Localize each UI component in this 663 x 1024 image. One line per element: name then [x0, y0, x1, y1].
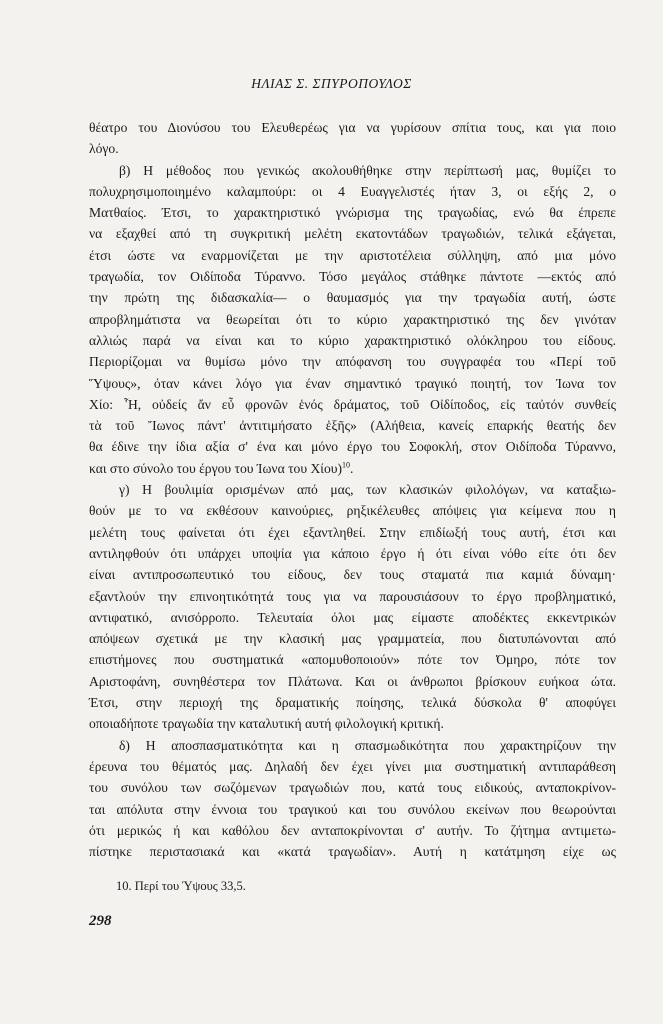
text-line: αντιφατικό, ανισόρροπο. Τελευταία όλοι μας είμαστε αποδέκτες εκκεντρικών	[89, 609, 616, 625]
text-line: θέατρο του Διονύσου του Ελευθερέως για να γυρίσουν σπίτια τους, και για ποιο	[89, 120, 616, 135]
text-line: θούν με το να εκθέσουν καινούριες, ρηξικέλευθες απόψεις για κείμενα που η	[89, 503, 616, 519]
text-line: πίστηκε περιστασιακά και «κατά τραγωδίαν». Αυτή η κατάτμηση είχε ως	[89, 844, 616, 860]
footnote: 10. Περί του Ύψους 33,5.	[116, 879, 246, 893]
text-line: β) Η μέθοδος που γενικώς ακολουθήθηκε στην περίπτωσή μας, θυμίζει το	[119, 162, 616, 178]
text-line: τραγωδία, τον Οιδίποδα Τύραννο. Τόσο μεγάλος στάθηκε πάντοτε —εκτός από	[89, 269, 616, 285]
text-line: Έτσι, στην περιοχή της δραματικής ποίησης, τελικά δύσκολα θ' αποφύγει	[89, 695, 616, 711]
text-line: Αριστοφάνη, συνηθέστερα τον Πλάτωνα. Και οι άνθρωποι βρίσκουν ευήκοα ώτα.	[89, 673, 616, 689]
text-line: έρευνα του θέματός μας. Δηλαδή δεν έχει γίνει μια συστηματική αντιπαράθεση	[89, 758, 616, 774]
text-line: αντιληφθούν ότι υπάρχει υποψία για κάποιο έργο ή ότι είναι νόθο είτε ότι δεν	[89, 545, 616, 561]
text-line: του συνόλου των σωζόμενων τραγωδιών που, κατά τους ειδικούς, ανταποκρίνον-	[89, 780, 616, 796]
text-line: Ματθαίος. Έτσι, το χαρακτηριστικό γνώρισμα της τραγωδίας, ενώ θα έπρεπε	[89, 205, 616, 221]
text-line: αλλιώς παρά να είναι και το κύριο χαρακτηριστικό ολόκληρου του είδους.	[89, 332, 616, 348]
text-line: επιστήμονες που συστηματικά «απομυθοποιούν» πότε τον Όμηρο, πότε τον	[89, 652, 616, 668]
text-line: εξαντλούν την επινοητικότητά τους για να παρουσιάσουν το έργο προβληματικό,	[89, 588, 616, 604]
text-line: είναι αντιπροσωπευτικό του είδους, δεν τους σταματά πια καμιά δύναμη·	[89, 567, 616, 583]
text-line: μελέτη τους φαίνεται ότι έχει εξαντληθεί. Στην επιδίωξή τους αυτή, έτσι και	[89, 524, 616, 540]
text-line-with-footnote: και στο σύνολο του έργου του Ίωνα του Χίου)$^{10}$.	[89, 460, 354, 476]
text-line: Περιορίζομαι να θυμίσω μόνο την απόφανση του συγγραφέα του «Περί τοῦ	[89, 354, 616, 370]
text-line: απόψεων σχετικά με την κλασική μας γραμματεία, που διατυπώνονται από	[89, 631, 616, 647]
text-line: να εξαχθεί από τη συγκριτική μελέτη εκατοντάδων τραγωδιών, τελικά εξάγεται,	[89, 226, 616, 242]
text-line: γ) Η βουλιμία ορισμένων από μας, των κλασικών φιλολόγων, να καταξιω-	[119, 482, 616, 498]
body-text	[89, 117, 616, 862]
text-line: τὰ τοῦ Ἴωνος πάντ' ἀντιτιμήσατο ἑξῆς» (Αλήθεια, κανείς επαρκής θεατής δεν	[89, 418, 616, 434]
running-header: ΗΛΙΑΣ Σ. ΣΠΥΡΟΠΟΥΛΟΣ	[251, 76, 412, 91]
text-line: δ) Η αποσπασματικότητα και η σπασμωδικότητα που χαρακτηρίζουν την	[119, 737, 616, 753]
text-line: ότι μερικώς ή και καθόλου δεν ανταποκρίνονται σ' αυτήν. Το ζήτημα αντιμετω-	[89, 822, 616, 838]
text-line: απροβλημάτιστα να θεωρείται ότι το κύριο χαρακτηριστικό της δεν γινόταν	[89, 311, 616, 327]
text-line: την πρώτη της διδασκαλία— ο θαυμασμός για την τραγωδία αυτή, ώστε	[89, 290, 616, 306]
footnote-ref: 10	[342, 460, 351, 470]
text-line: και στο σύνολο του έργου του Ίωνα του Χίου)	[89, 460, 343, 476]
text-line: Χίο: Ἦ, οὐδείς ἄν εὖ φρονῶν ἑνός δράματος, τοῦ Οἰδίποδος, εἰς ταὐτόν συνθείς	[89, 396, 616, 412]
text-line: ται απόλυτα στην έννοια του τραγικού και του συνόλου εκείνων που θεωρούνται	[89, 801, 616, 817]
text-line: πολυχρησιμοποιημένο καλαμπούρι: οι 4 Ευαγγελιστές ήταν 3, οι εξής 2, ο	[89, 183, 616, 199]
text-line: λόγο.	[89, 141, 119, 157]
text-line: οποιαδήποτε τραγωδία την καταλυτική αυτή φιλολογική κριτική.	[89, 716, 444, 732]
text-line: έτσι ώστε να εναρμονίζεται με την αριστοτέλεια σύλληψη, από μια μόνο	[89, 247, 616, 263]
text-line: θα έδινε την ίδια αξία σ' ένα και μόνο έργο του Σοφοκλή, στον Οιδίποδα Τύραννο,	[89, 439, 616, 455]
text-line: Ὕψους», όταν κάνει λόγο για έναν σημαντικό τραγικό ποιητή, τον Ίωνα τον	[89, 375, 616, 391]
page-number: 298	[89, 913, 112, 929]
